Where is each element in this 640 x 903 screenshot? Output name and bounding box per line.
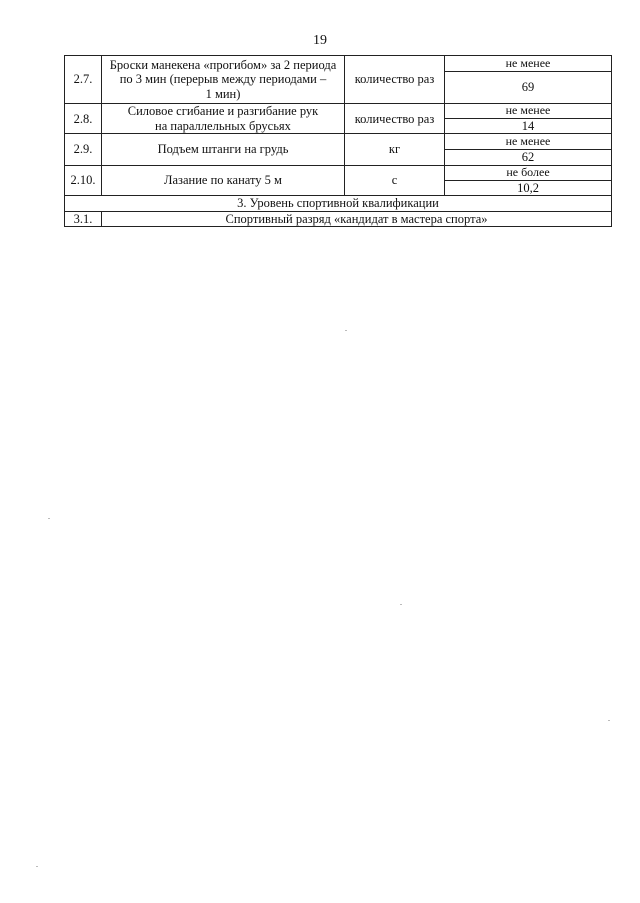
- norms-table: [64, 55, 612, 227]
- value-cell: 14: [445, 119, 612, 134]
- value-cell: 62: [445, 150, 612, 165]
- exercise-line: Лазание по канату 5 м: [164, 173, 282, 188]
- condition-cell: не более: [445, 165, 612, 180]
- unit-cell: количество раз: [345, 56, 445, 104]
- exercise-line: Броски манекена «прогибом» за 2 периода: [109, 57, 337, 72]
- exercise-line: 1 мин): [205, 86, 241, 101]
- exercise-name: [102, 56, 345, 104]
- table-row: [65, 134, 612, 150]
- condition-cell: не менее: [445, 134, 612, 150]
- table-row: [65, 165, 612, 180]
- exercise-line: Силовое сгибание и разгибание рук: [127, 104, 319, 119]
- exercise-line: на параллельных брусьях: [155, 118, 291, 133]
- table-row: [65, 211, 612, 226]
- section-header-row: [65, 196, 612, 211]
- row-number: 2.9.: [65, 134, 102, 165]
- exercise-name: [102, 165, 345, 195]
- row-number: 2.7.: [65, 56, 102, 104]
- unit-cell: кг: [345, 134, 445, 165]
- exercise-name: [102, 104, 345, 134]
- value-cell: 10,2: [445, 180, 612, 195]
- exercise-name: [102, 134, 345, 165]
- row-number: 2.8.: [65, 104, 102, 134]
- unit-cell: количество раз: [345, 104, 445, 134]
- row-number: 3.1.: [65, 211, 102, 226]
- exercise-line: Подъем штанги на грудь: [157, 142, 289, 157]
- table-row: [65, 56, 612, 72]
- value-cell: 69: [445, 72, 612, 104]
- condition-cell: не менее: [445, 56, 612, 72]
- exercise-line: по 3 мин (перерыв между периодами –: [119, 72, 327, 87]
- section-title: 3. Уровень спортивной квалификации: [65, 196, 612, 211]
- qualification-text: Спортивный разряд «кандидат в мастера спорта»: [102, 211, 612, 226]
- row-number: 2.10.: [65, 165, 102, 195]
- unit-cell: с: [345, 165, 445, 195]
- table-row: [65, 104, 612, 119]
- page-number: 19: [313, 33, 327, 48]
- condition-cell: не менее: [445, 104, 612, 119]
